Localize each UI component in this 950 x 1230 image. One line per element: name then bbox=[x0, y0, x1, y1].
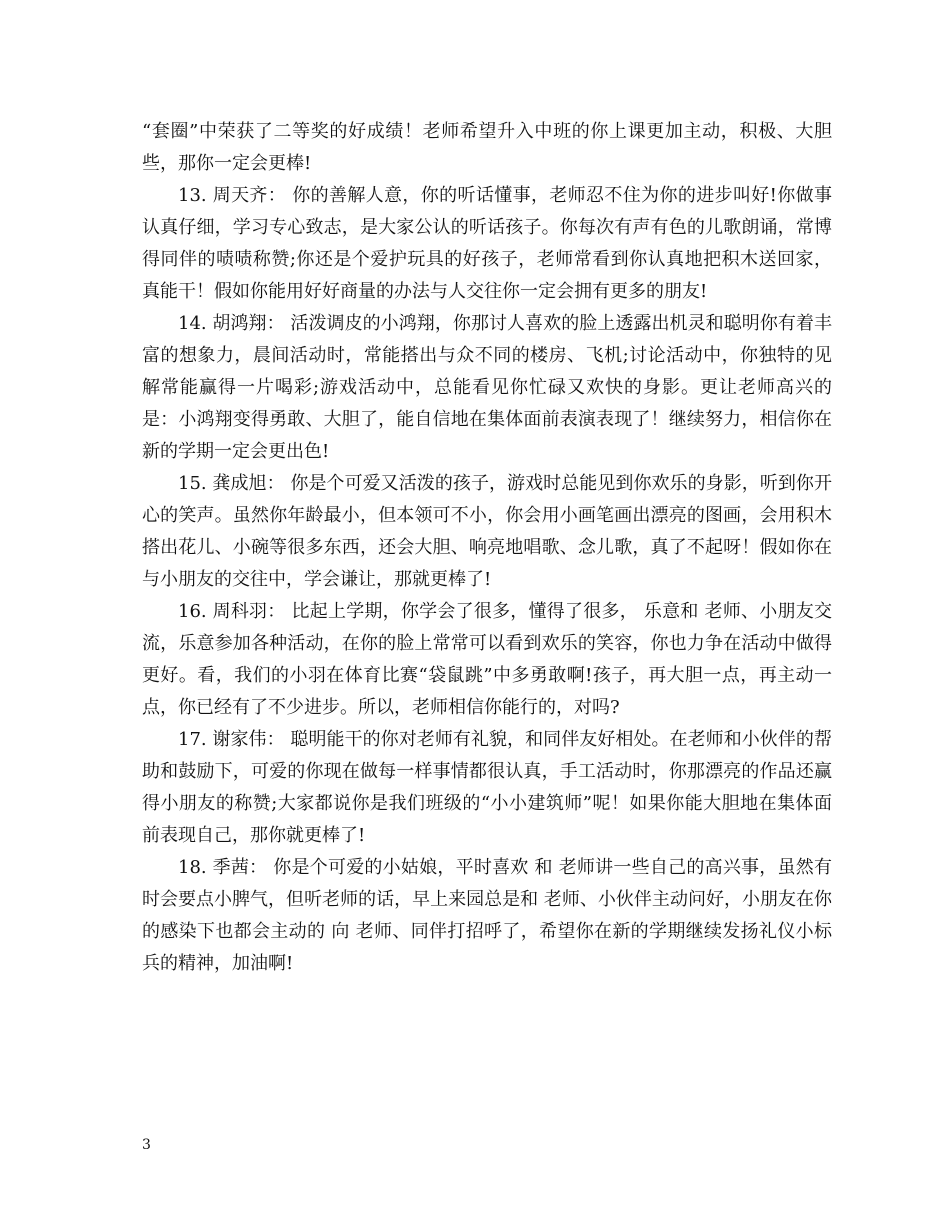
comment-entry-16: 16. 周科羽： 比起上学期，你学会了很多，懂得了很多， 乐意和 老师、小朋友交流，乐意参加各种活动，在你的脸上常常可以看到欢乐的笑容，你也力争在活动中做得更好。看，我们的小羽在体育比赛“袋鼠跳”中多勇敢啊!孩子，再大胆一点，再主动一点，你已经有了不少进步。所以，老师相信你能行的，对吗? bbox=[142, 601, 832, 718]
comment-entry-17: 17. 谢家伟： 聪明能干的你对老师有礼貌，和同伴友好相处。在老师和小伙伴的帮助和鼓励下，可爱的你现在做每一样事情都很认真，手工活动时，你那漂亮的作品还赢得小朋友的称赞;大家都说你是我们班级的“小小建筑师”呢！如果你能大胆地在集体面前表现自己，那你就更棒了! bbox=[142, 729, 832, 846]
comment-entry-13: 13. 周天齐： 你的善解人意，你的听话懂事，老师忍不住为你的进步叫好!你做事认真仔细，学习专心致志，是大家公认的听话孩子。你每次有声有色的儿歌朗诵，常博得同伴的啧啧称赞;你还是个爱护玩具的好孩子，老师常看到你认真地把积木送回家，真能干！假如你能用好好商量的办法与人交往你一定会拥有更多的朋友! bbox=[142, 185, 832, 302]
page-number: 3 bbox=[142, 1137, 151, 1153]
document-body bbox=[142, 116, 832, 980]
comment-entry-18: 18. 季茜： 你是个可爱的小姑娘，平时喜欢 和 老师讲一些自己的高兴事，虽然有时会要点小脾气，但听老师的话，早上来园总是和 老师、小伙伴主动问好，小朋友在你的感染下也都会主动的 向 老师、同伴打招呼了，希望你在新的学期继续发扬礼仪小标兵的精神，加油啊! bbox=[142, 857, 832, 974]
continuation-paragraph: “套圈”中荣获了二等奖的好成绩！老师希望升入中班的你上课更加主动，积极、大胆些，那你一定会更棒! bbox=[142, 121, 832, 174]
comment-entry-14: 14. 胡鸿翔： 活泼调皮的小鸿翔，你那讨人喜欢的脸上透露出机灵和聪明你有着丰富的想象力，晨间活动时，常能搭出与众不同的楼房、飞机;讨论活动中，你独特的见解常能赢得一片喝彩;游戏活动中，总能看见你忙碌又欢快的身影。更让老师高兴的是：小鸿翔变得勇敢、大胆了，能自信地在集体面前表演表现了！继续努力，相信你在新的学期一定会更出色! bbox=[142, 313, 832, 462]
comment-entry-15: 15. 龚成旭： 你是个可爱又活泼的孩子，游戏时总能见到你欢乐的身影，听到你开心的笑声。虽然你年龄最小，但本领可不小，你会用小画笔画出漂亮的图画，会用积木搭出花儿、小碗等很多东西，还会大胆、响亮地唱歌、念儿歌，真了不起呀！假如你在与小朋友的交往中，学会谦让，那就更棒了! bbox=[142, 473, 832, 590]
